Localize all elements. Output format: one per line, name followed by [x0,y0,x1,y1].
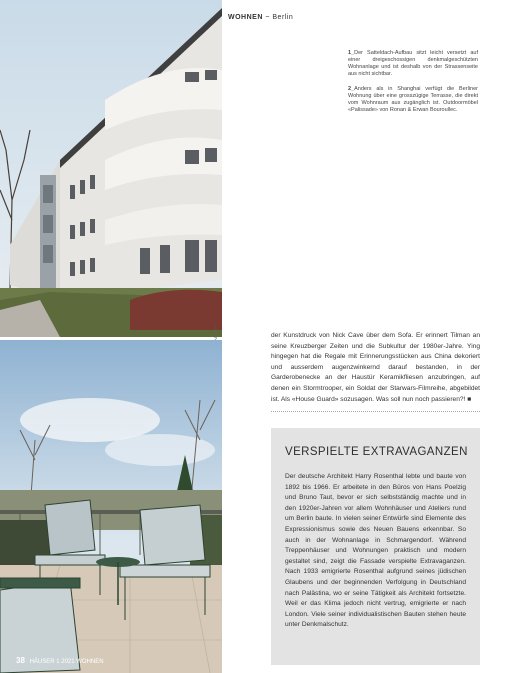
dotted-divider [271,411,480,412]
building-photo [0,0,222,337]
info-box-text: Der deutsche Architekt Harry Rosenthal lebte und baute von 1892 bis 1966. Er arbeitete in den Büros von Hans Poelzig und Bruno Taut, bevor er sich selbstständig machte und in den 1920er-Jahren vor allem Wohnhäuser und Ateliers rund um Berlin baute. In vielen seiner Entwürfe sind Elemente des Expressionismus sowie des Neuen Bauens erkennbar. So auch in der Wohnanlage in Schmargendorf. Während Treppenhäuser und Wohnungen praktisch und modern gestaltet sind, zeigt die Fassade verspielte Extravaganzen. Nach 1933 emigrierte Rosenthal aufgrund seines jüdischen Glaubens und der beginnenden Verfolgung in Deutschland nach Palästina, wo er seine Tätigkeit als Architekt fortsetzte. Weil er das Klima jedoch nicht vertrug, emigrierte er nach London. Viele seiner individualistischen Bauten stehen heute unter Denkmalschutz. [285,473,466,629]
caption-text: Der Satteldach-Aufbau sitzt leicht versetzt auf einer dreigeschossigen denkmalgeschützten Wohnanlage und ist deshalb von der Strassenseite aus nicht sichtbar. [348,50,478,77]
article-body [271,331,480,405]
caption-2 [348,86,478,114]
section-location: Berlin [272,14,294,21]
caption-marker: 2_ [348,86,355,92]
page-footer [16,656,104,665]
section-name: WOHNEN [228,14,263,21]
info-box [271,428,480,665]
photo-number-1: 1 [214,326,218,332]
end-mark: ■ [467,395,472,403]
caption-1 [348,50,478,78]
section-separator: ~ [265,14,270,21]
caption-text: Anders als in Shanghai verfügt die Berliner Wohnung über eine grosszügige Terrasse, die direkt vom Wohnraum aus zugänglich ist. Outdoormöbel «Palissade» von Ronan & Erwan Bouroullec. [348,86,478,113]
footer-label: HÄUSER 1 2021 WOHNEN [29,659,104,665]
terrace-photo [0,340,222,673]
page-number: 38 [16,656,25,665]
article-body-text: der Kunstdruck von Nick Cave über dem Sofa. Er erinnert Tilman an seine Kreuzberger Zeiten und die Subkultur der 1980er-Jahre. Ying hingegen hat die Regale mit Erinnerungsstücken aus China dekoriert und ausserdem augenzwinkernd darauf bestanden, in der Garderobenecke an der Haustür Keramikfliesen anzubringen, auf denen ein Stormtrooper, ein Soldat der Starwars-Filmreihe, abgebildet ist. Als «House Guard» sozusagen. Was soll nun noch passieren?! [271,332,480,403]
info-box-title: VERSPIELTE EXTRAVAGANZEN [285,446,468,458]
section-header [228,14,293,21]
caption-marker: 1_ [348,50,355,56]
photo-captions [348,50,478,122]
